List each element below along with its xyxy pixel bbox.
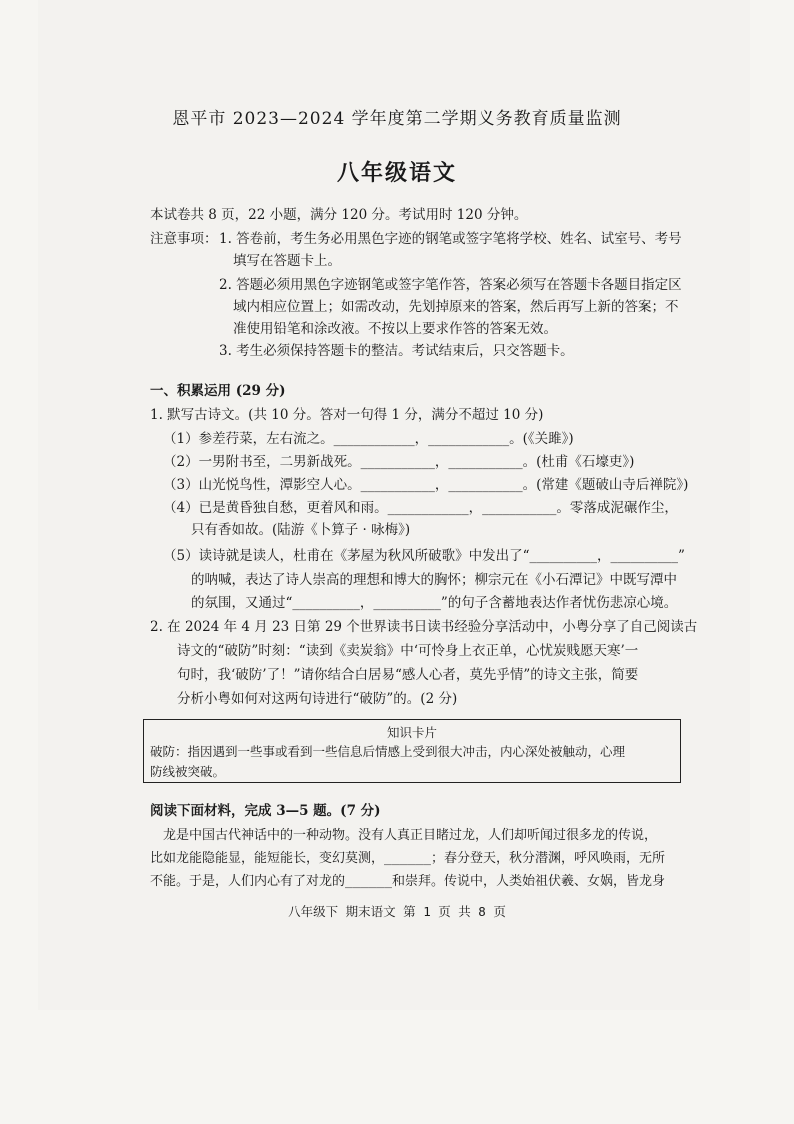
- reading-heading: 阅读下面材料，完成 3—5 题。(7 分): [150, 803, 381, 819]
- note-2-cont: 准使用铅笔和涂改液。不按以上要求作答的答案无效。: [233, 321, 557, 337]
- knowledge-card-text: 破防：指因遇到一些事或看到一些信息后情感上受到很大冲击，内心深处被触动，心理: [150, 744, 626, 759]
- note-2-cont: 域内相应位置上；如需改动，先划掉原来的答案，然后再写上新的答案；不: [233, 299, 679, 315]
- question-1: 1. 默写古诗文。(共 10 分。答对一句得 1 分，满分不超过 10 分): [150, 407, 544, 423]
- knowledge-card: [143, 719, 681, 783]
- question-1-5-cont: 的氛围，又通过“__________，__________”的句子含蓄地表达作者忧伤悲凉心境。: [191, 595, 678, 611]
- reading-paragraph: 龙是中国古代神话中的一种动物。没有人真正目睹过龙，人们却听闻过很多龙的传说，: [163, 828, 658, 843]
- note-1-cont: 填写在答题卡上。: [233, 253, 341, 269]
- notes-label: 注意事项：: [150, 231, 218, 247]
- question-2-cont: 句时，我‘破防’了！”请你结合白居易“感人心者，莫先乎情”的诗文主张，简要: [177, 667, 639, 683]
- note-1: 1. 答卷前，考生务必用黑色字迹的钢笔或签字笔将学校、姓名、试室号、考号: [219, 231, 682, 247]
- exam-subject: 八年级语文: [336, 160, 457, 186]
- reading-paragraph: 不能。于是，人们内心有了对龙的______和崇拜。传说中，人类始祖伏羲、女娲，皆龙身: [150, 874, 665, 889]
- knowledge-card-text: 防线被突破。: [150, 764, 226, 779]
- note-3: 3. 考生必须保持答题卡的整洁。考试结束后，只交答题卡。: [219, 343, 574, 359]
- question-1-5-cont: 的呐喊，表达了诗人崇高的理想和博大的胸怀；柳宗元在《小石潭记》中既写潭中: [191, 572, 677, 588]
- exam-info: 本试卷共 8 页，22 小题，满分 120 分。考试用时 120 分钟。: [150, 207, 528, 223]
- question-2-cont: 分析小粤如何对这两句诗进行“破防”的。(2 分): [177, 691, 458, 707]
- note-2: 2. 答题必须用黑色字迹钢笔或签字笔作答，答案必须写在答题卡各题目指定区: [219, 277, 682, 293]
- question-2-cont: 诗文的“破防”时刻：“读到《卖炭翁》中‘可怜身上衣正单，心忧炭贱愿天寒’一: [177, 643, 639, 659]
- knowledge-card-title: 知识卡片: [386, 725, 437, 740]
- question-1-3: （3）山光悦鸟性，潭影空人心。___________，___________。(常建《题破山寺后禅院》): [163, 477, 689, 493]
- exam-title: 恩平市 2023—2024 学年度第二学期义务教育质量监测: [172, 109, 622, 129]
- section-heading: 一、积累运用 (29 分): [150, 383, 286, 399]
- reading-paragraph: 比如龙能隐能显，能短能长，变幻莫测，______；春分登天，秋分潜渊，呼风唤雨，无所: [150, 851, 665, 866]
- page-footer: 八年级下 期末语文 第 1 页 共 8 页: [288, 904, 506, 919]
- question-2: 2. 在 2024 年 4 月 23 日第 29 个世界读书日读书经验分享活动中，小粤分享了自己阅读古: [150, 619, 698, 635]
- question-1-2: （2）一男附书至，二男新战死。___________，___________。(杜甫《石壕吏》): [163, 454, 635, 470]
- question-1-5: （5）读诗就是读人，杜甫在《茅屋为秋风所破歌》中发出了“__________，__________”: [163, 548, 685, 564]
- question-1-4-cont: 只有香如故。(陆游《卜算子 · 咏梅》): [191, 522, 411, 538]
- question-1-4: （4）已是黄昏独自愁，更着风和雨。____________，___________。零落成泥碾作尘，: [163, 500, 678, 516]
- question-1-1: （1）参差荇菜，左右流之。____________，____________。(《关雎》): [163, 431, 574, 447]
